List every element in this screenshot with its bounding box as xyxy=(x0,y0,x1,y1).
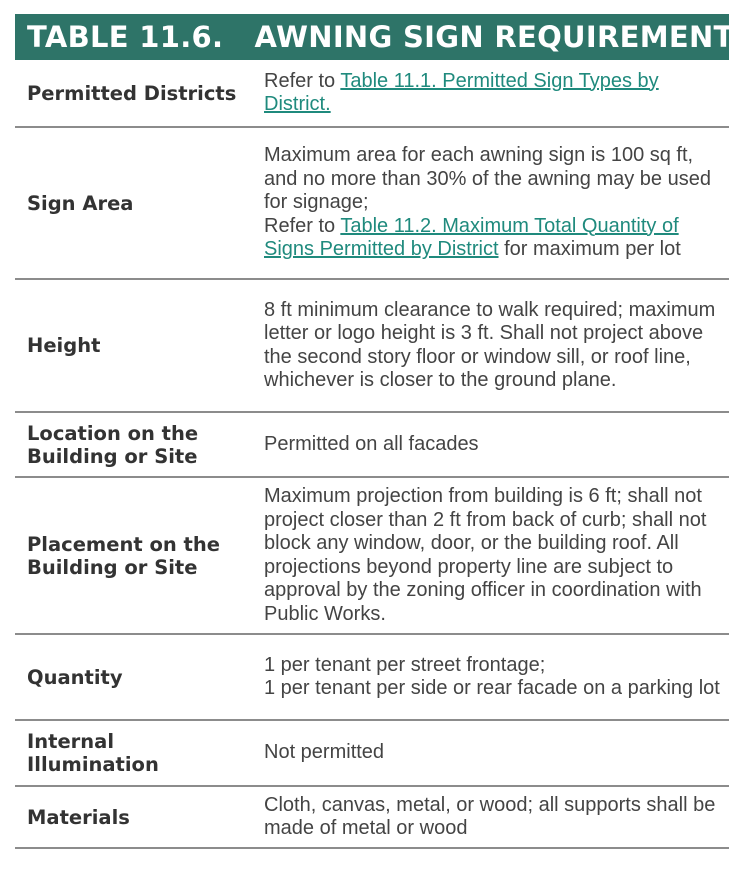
sign-area-text: Maximum area for each awning sign is 100 sq ft, and no more than 30% of the awning may be used for signage; xyxy=(264,144,711,214)
sign-area-suffix: for maximum per lot xyxy=(498,238,681,261)
row-value-quantity xyxy=(252,635,729,719)
table-row xyxy=(15,787,729,849)
table-row xyxy=(15,413,729,478)
awning-sign-requirements-table xyxy=(15,14,755,849)
row-value-internal-illumination xyxy=(252,721,729,785)
row-label-quantity: Quantity xyxy=(27,665,123,689)
row-label-sign-area: Sign Area xyxy=(27,191,134,215)
row-label-internal-illumination: Internal Illumination xyxy=(27,730,159,776)
row-label-height: Height xyxy=(27,334,101,357)
quantity-text-1: 1 per tenant per street frontage; xyxy=(264,653,546,676)
row-value-placement xyxy=(252,478,729,633)
row-value-materials xyxy=(252,787,729,847)
table-row xyxy=(15,635,729,721)
row-label-location: Location on the Building or Site xyxy=(27,421,199,468)
table-row xyxy=(15,721,729,787)
row-value-location xyxy=(252,413,729,476)
row-label-permitted-districts: Permitted Districts xyxy=(27,81,237,105)
refer-to-text: Refer to xyxy=(264,69,341,92)
refer-to-text: Refer to xyxy=(264,214,341,237)
table-row xyxy=(15,60,729,128)
row-value-height xyxy=(252,280,729,411)
table-11-1-link[interactable]: Table 11.1. Permitted Sign Types by District. xyxy=(264,69,659,115)
placement-text: Maximum projection from building is 6 ft; shall not project closer than 2 ft from back of curb; shall not block any window, door, or the building roof. All projections beyond property line are subject to approval by the zoning officer in coordination with Public Works. xyxy=(264,485,707,625)
table-row xyxy=(15,128,729,280)
table-title: TABLE 11.6. AWNING SIGN REQUIREMENTS xyxy=(27,20,755,54)
illumination-text: Not permitted xyxy=(264,741,385,764)
table-header xyxy=(15,14,755,60)
row-label-placement: Placement on the Building or Site xyxy=(27,532,220,579)
height-text: 8 ft minimum clearance to walk required; maximum letter or logo height is 3 ft. Shall not project above the second story floor or window sill, or roof line, whichever is closer to the ground plane. xyxy=(264,298,716,391)
location-text: Permitted on all facades xyxy=(264,432,479,455)
table-11-2-link[interactable]: Table 11.2. Maximum Total Quantity of Signs Permitted by District xyxy=(264,214,679,261)
table-row xyxy=(15,280,729,413)
quantity-text-2: 1 per tenant per side or rear facade on a parking lot xyxy=(264,677,720,699)
row-value-permitted-districts xyxy=(252,60,729,126)
table-row xyxy=(15,478,729,635)
materials-text: Cloth, canvas, metal, or wood; all supports shall be made of metal or wood xyxy=(264,793,716,839)
row-label-materials: Materials xyxy=(27,805,130,829)
row-value-sign-area xyxy=(252,128,729,278)
